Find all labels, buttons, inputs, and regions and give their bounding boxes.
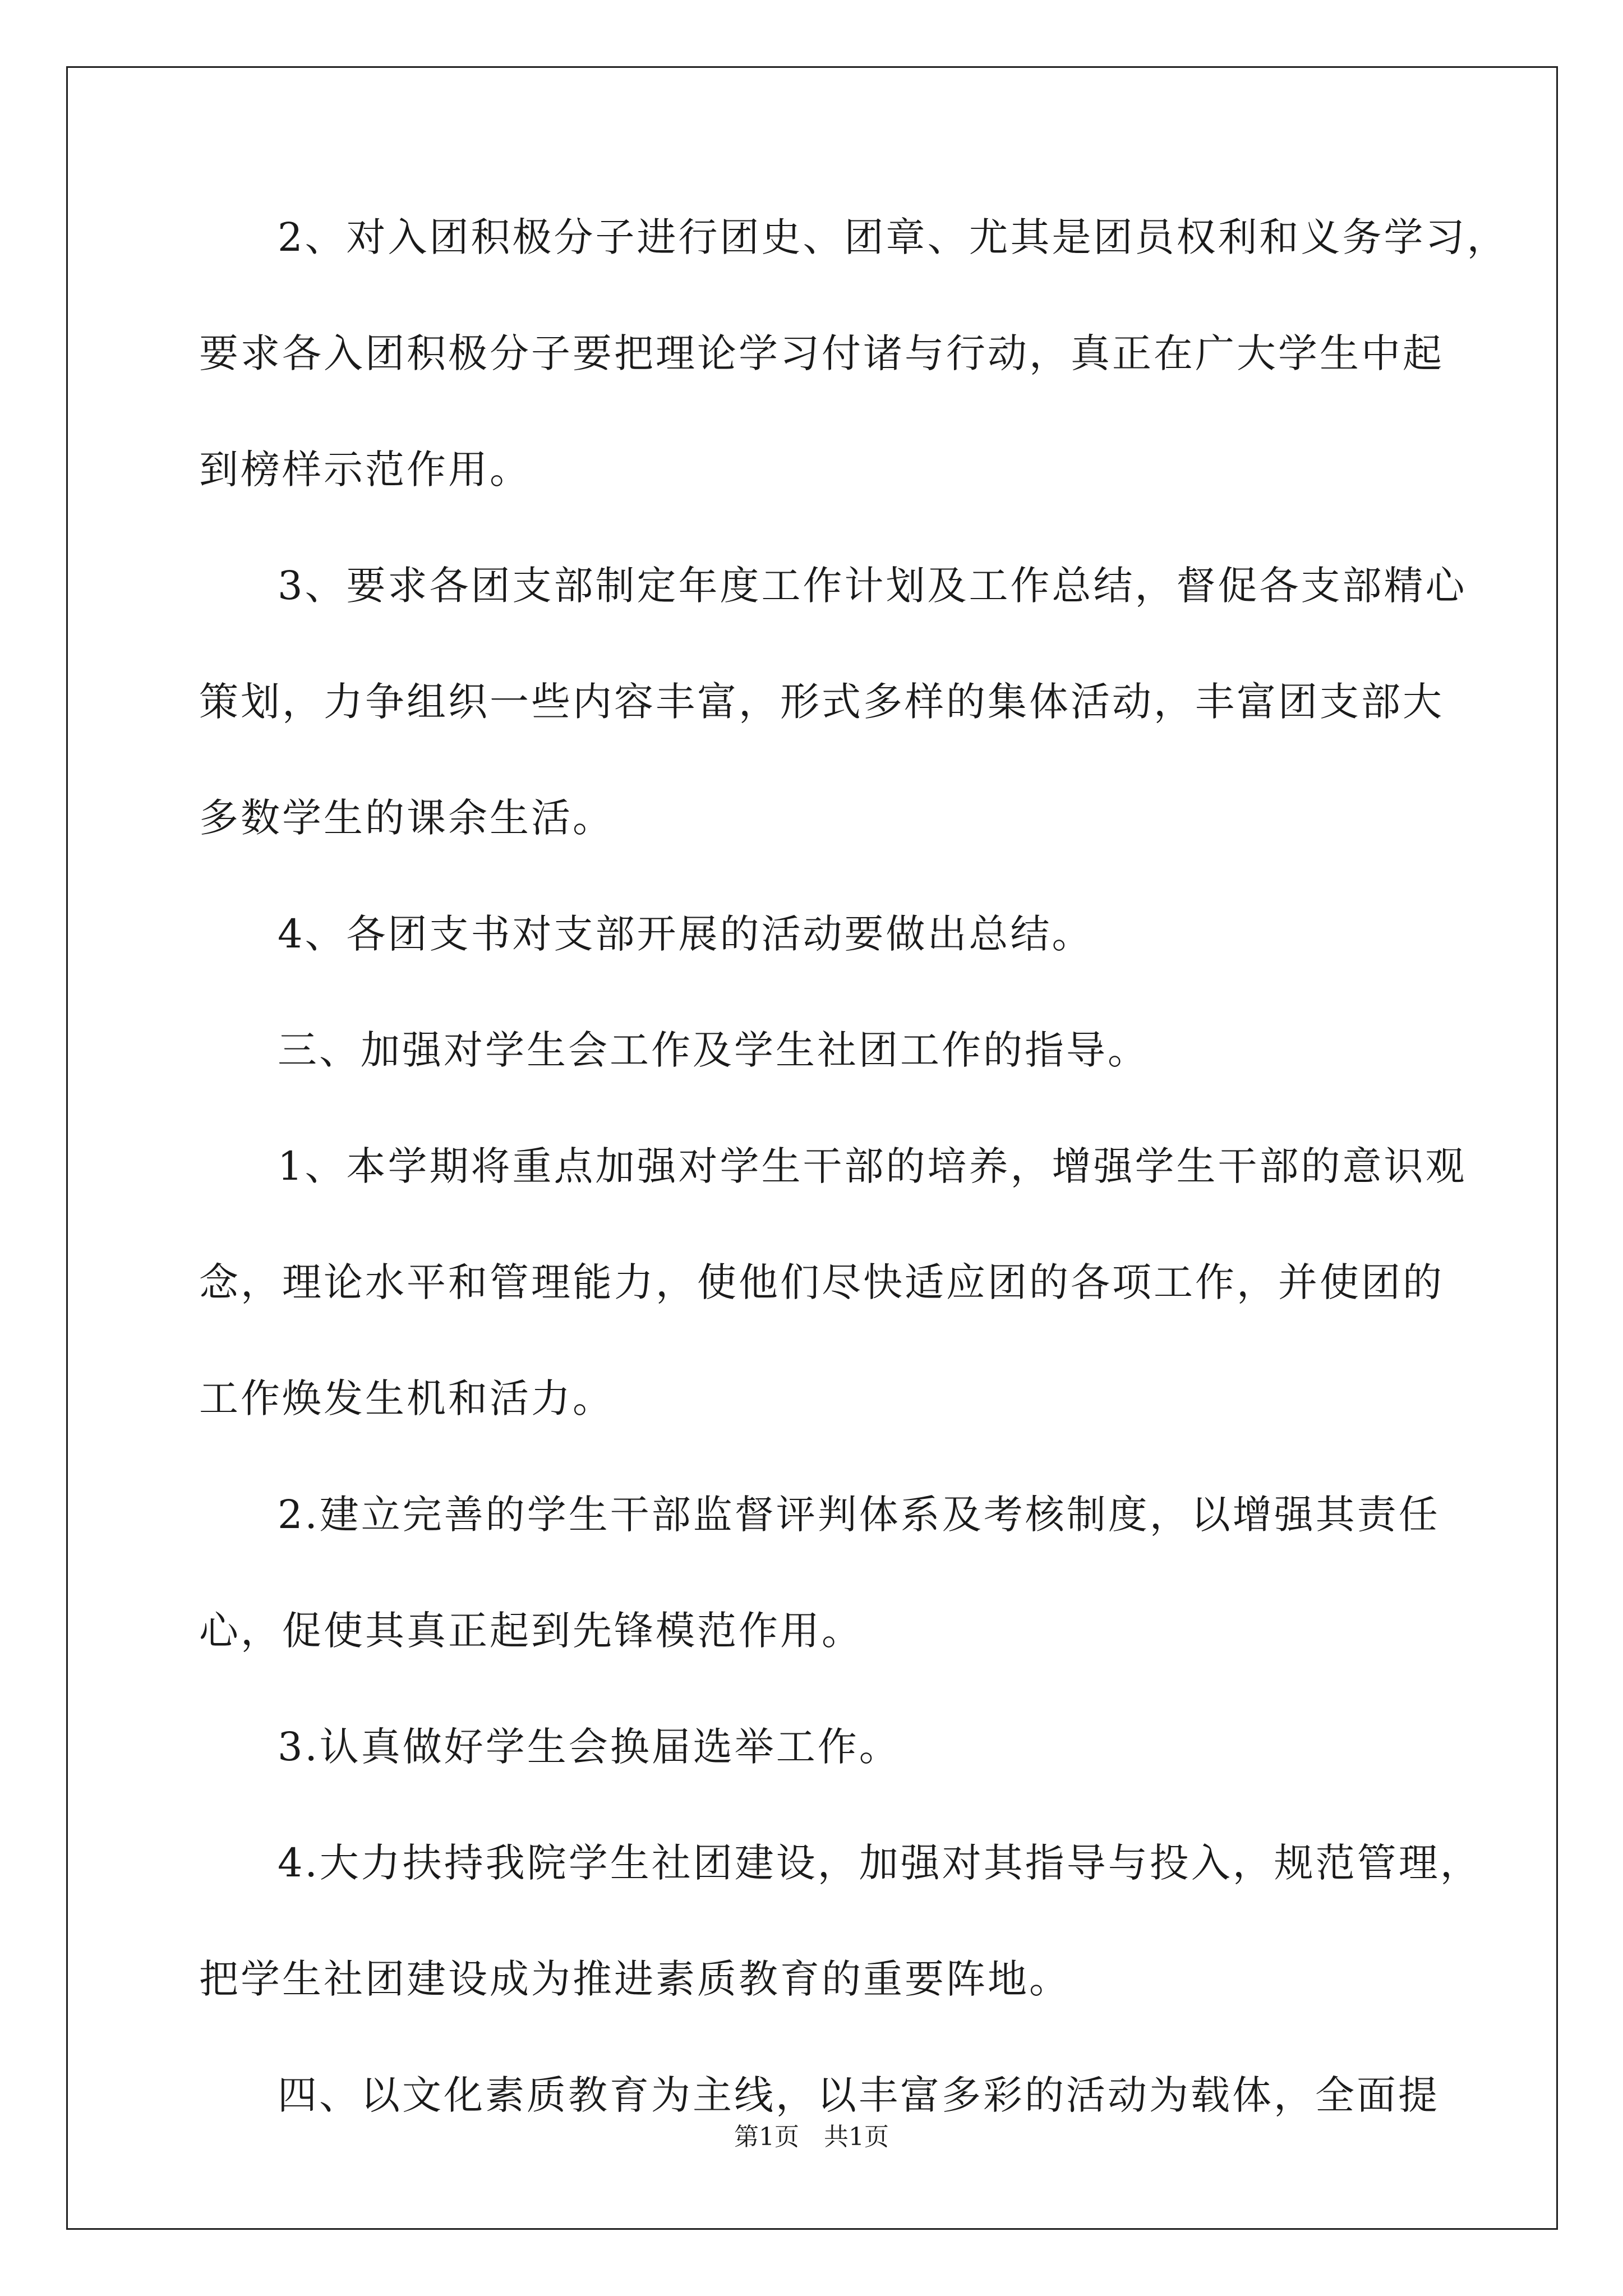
- text-line: 多数学生的课余生活。: [199, 795, 614, 841]
- text-line: 1、本学期将重点加强对学生干部的培养，增强学生干部的意识观: [278, 1143, 1467, 1189]
- section-heading: 四、以文化素质教育为主线，以丰富多彩的活动为载体，全面提: [278, 2072, 1440, 2118]
- text-line: 4、各团支书对支部开展的活动要做出总结。: [278, 911, 1094, 957]
- text-line: 工作焕发生机和活力。: [199, 1375, 614, 1421]
- text-line: 心，促使其真正起到先锋模范作用。: [199, 1608, 863, 1654]
- text-line: 2.建立完善的学生干部监督评判体系及考核制度，以增强其责任: [278, 1492, 1440, 1538]
- text-line: 3、要求各团支部制定年度工作计划及工作总结，督促各支部精心: [278, 563, 1467, 609]
- text-line: 把学生社团建设成为推进素质教育的重要阵地。: [199, 1956, 1071, 2002]
- text-line: 3.认真做好学生会换届选举工作。: [278, 1724, 901, 1770]
- text-line: 要求各入团积极分子要把理论学习付诸与行动，真正在广大学生中起: [199, 330, 1444, 376]
- text-line: 4.大力扶持我院学生社团建设，加强对其指导与投入，规范管理，: [278, 1840, 1482, 1886]
- text-line: 到榜样示范作用。: [199, 447, 531, 493]
- section-heading: 三、加强对学生会工作及学生社团工作的指导。: [278, 1027, 1149, 1073]
- text-line: 2、对入团积极分子进行团史、团章、尤其是团员权利和义务学习，: [278, 214, 1509, 260]
- text-line: 策划，力争组织一些内容丰富，形式多样的集体活动，丰富团支部大: [199, 679, 1444, 725]
- page-number: 第1页 共1页: [734, 2123, 889, 2151]
- text-line: 念，理论水平和管理能力，使他们尽快适应团的各项工作，并使团的: [199, 1259, 1444, 1305]
